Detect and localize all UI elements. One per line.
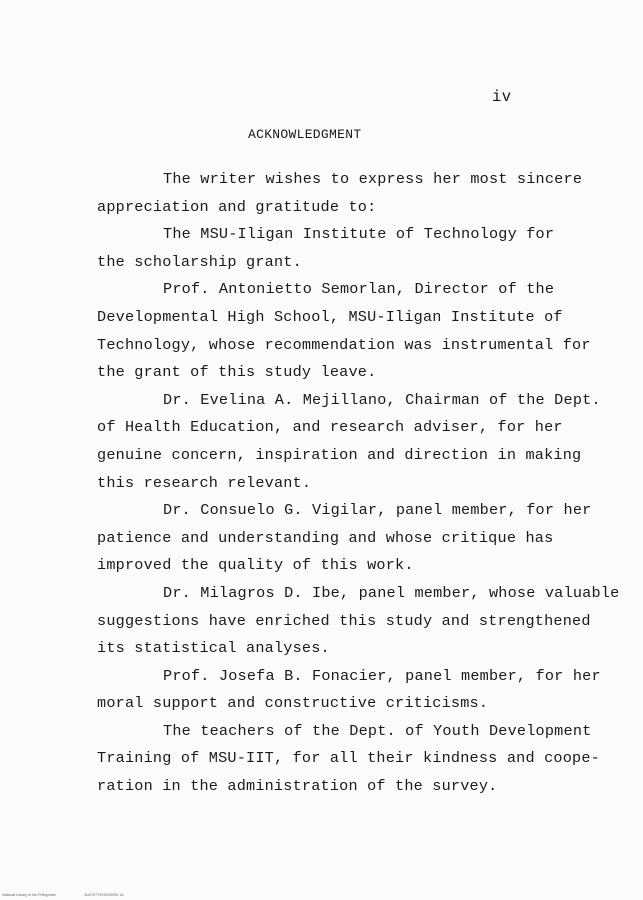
- text-line: the scholarship grant.: [97, 252, 302, 271]
- text-line: of Health Education, and research adviser, for her: [97, 418, 563, 437]
- acknowledgment-body: [97, 166, 620, 801]
- text-line: Dr. Milagros D. Ibe, panel member, whose valuable: [163, 583, 620, 602]
- text-line: appreciation and gratitude to:: [97, 197, 377, 216]
- page-number: iv: [492, 88, 512, 106]
- text-line: the grant of this study leave.: [97, 363, 377, 382]
- text-line: this research relevant.: [97, 473, 312, 492]
- text-line: ration in the administration of the survey.: [97, 777, 498, 796]
- text-line: genuine concern, inspiration and direction in making: [97, 445, 582, 464]
- page-title: ACKNOWLEDGMENT: [248, 127, 362, 142]
- text-line: The writer wishes to express her most sincere: [163, 170, 583, 188]
- text-line: Technology, whose recommendation was instrumental for: [97, 335, 591, 354]
- text-line: The MSU-Iligan Institute of Technology for: [163, 225, 555, 244]
- text-line: Dr. Evelina A. Mejillano, Chairman of the Dept.: [163, 390, 601, 409]
- text-line: Developmental High School, MSU-Iligan Institute of: [97, 307, 563, 326]
- text-line: Prof. Antonietto Semorlan, Director of the: [163, 280, 555, 299]
- text-line: patience and understanding and whose critique has: [97, 528, 554, 547]
- footer-code: 8U0797T9X9X00099 1i1: [84, 893, 124, 897]
- footer-library: National Library of the Philippines: [2, 893, 56, 897]
- text-line: Dr. Consuelo G. Vigilar, panel member, for her: [163, 501, 592, 520]
- footer-stamp: [2, 893, 152, 897]
- text-line: Prof. Josefa B. Fonacier, panel member, for her: [163, 666, 601, 685]
- text-line: Training of MSU-IIT, for all their kindness and coope-: [97, 749, 600, 768]
- text-line: its statistical analyses.: [97, 639, 330, 658]
- text-line: The teachers of the Dept. of Youth Development: [163, 721, 592, 740]
- text-line: moral support and constructive criticisms.: [97, 694, 489, 713]
- text-line: suggestions have enriched this study and strengthened: [97, 611, 591, 630]
- text-line: improved the quality of this work.: [97, 556, 414, 575]
